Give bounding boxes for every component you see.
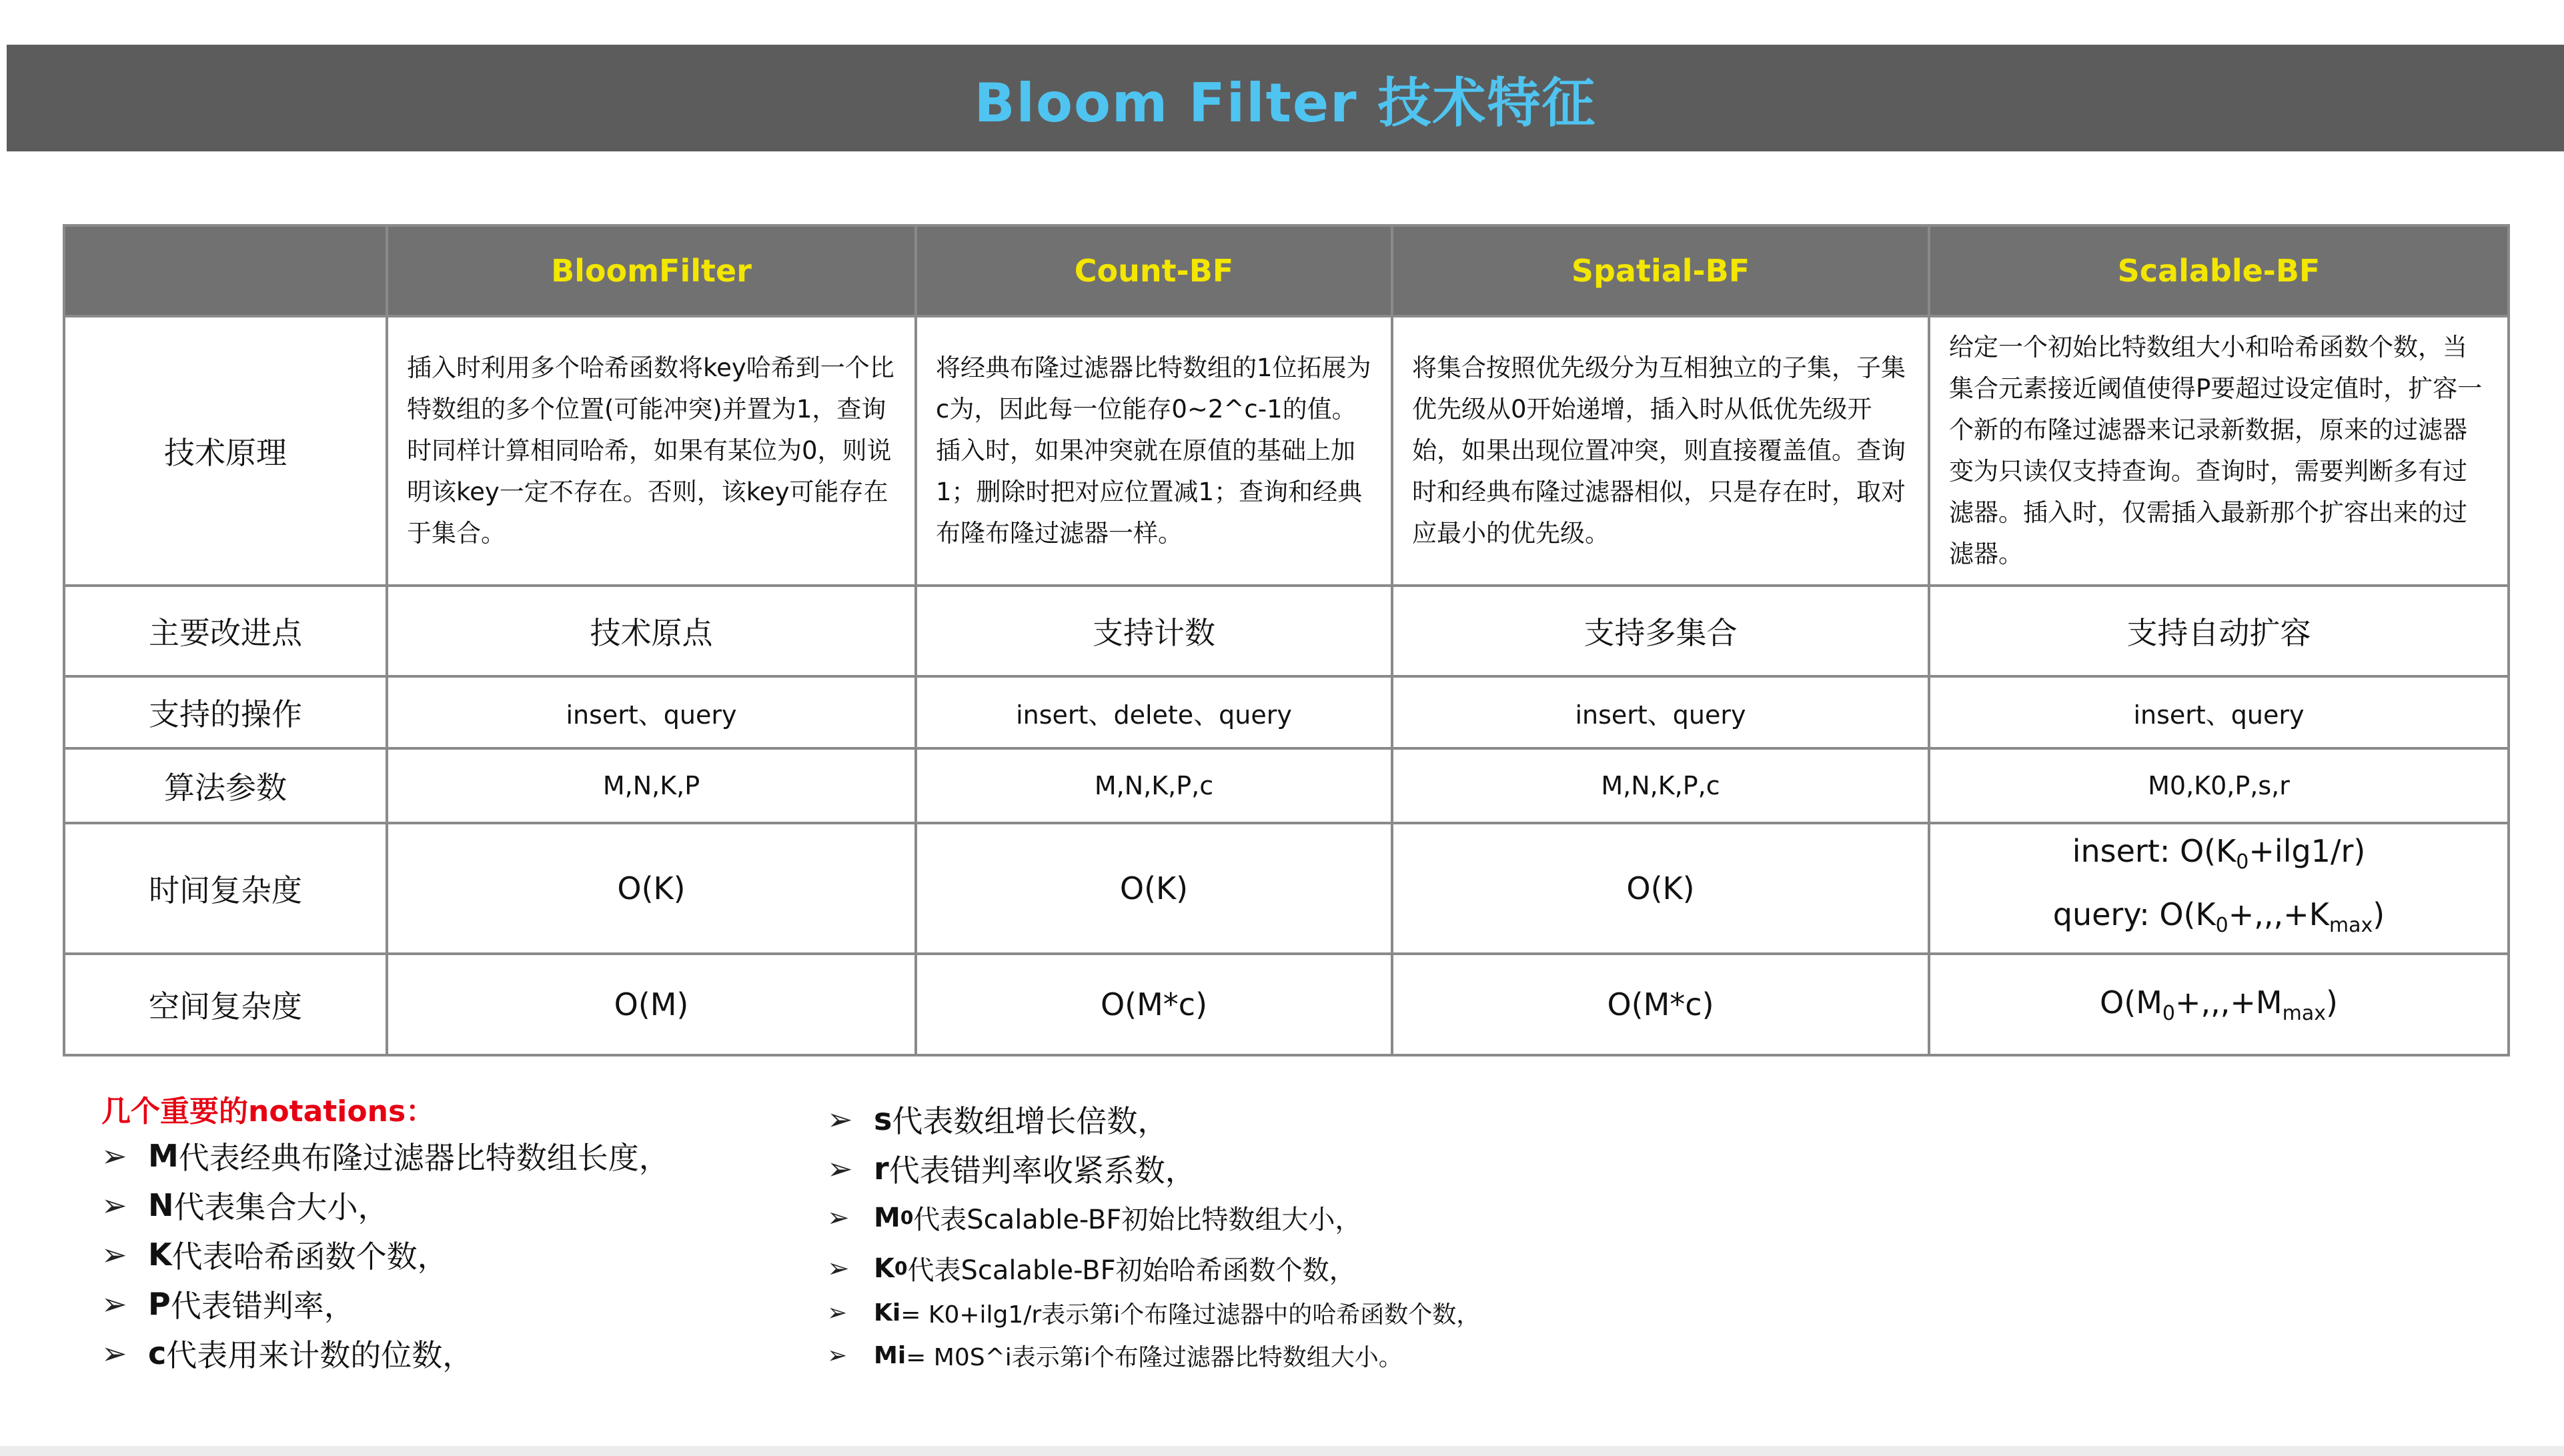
list-item: ➢ r 代表错判率收紧系数，: [827, 1151, 1196, 1189]
arrow-bullet-icon: ➢: [101, 1286, 127, 1322]
list-item: ➢ s 代表数组增长倍数，: [827, 1101, 1169, 1139]
list-item: ➢ c 代表用来计数的位数，: [101, 1335, 474, 1373]
cell-time-scalable-bf: [1929, 823, 2509, 954]
cell-principle-scalable-bf: 给定一个初始比特数组大小和哈希函数个数，当集合元素接近阈值使得P要超过设定值时，扩容一个新的布隆过滤器来记录新数据，原来的过滤器变为只读仅支持查询。查询时，需要判断多有过滤器。插入时，仅需插入最新那个扩容出来的过滤器。: [1929, 316, 2509, 586]
column-header-spatial-bf: Spatial-BF: [1392, 225, 1929, 316]
cell-space-spatial-bf: O(M*c): [1392, 954, 1929, 1055]
list-item: ➢ M 代表经典布隆过滤器比特数组长度，: [101, 1138, 670, 1176]
table-header-row: [64, 225, 2509, 316]
row-label-improvement: 主要改进点: [64, 586, 387, 676]
row-label-operations: 支持的操作: [64, 676, 387, 748]
cell-params-spatial-bf: M,N,K,P,c: [1392, 748, 1929, 823]
list-item: ➢ Ki = K0+ilg1/r表示第i个布隆过滤器中的哈希函数个数，: [827, 1299, 1481, 1329]
arrow-bullet-icon: ➢: [827, 1202, 850, 1233]
list-item: ➢ Mi = M0S^i表示第i个布隆过滤器比特数组大小。: [827, 1342, 1403, 1371]
cell-time-count-bf: O(K): [916, 823, 1392, 954]
row-label-space: 空间复杂度: [64, 954, 387, 1055]
arrow-bullet-icon: ➢: [827, 1101, 853, 1137]
arrow-bullet-icon: ➢: [101, 1187, 127, 1223]
column-header-bloomfilter: BloomFilter: [387, 225, 916, 316]
table-row-operations: [64, 676, 2509, 748]
arrow-bullet-icon: ➢: [101, 1335, 127, 1371]
list-item: ➢ P 代表错判率，: [101, 1286, 355, 1324]
cell-params-bloomfilter: M,N,K,P: [387, 748, 916, 823]
table-corner-cell: [64, 225, 387, 316]
time-query-formula: query: $O(K_0+,,,+K_{max})$: [2052, 896, 2385, 938]
table-row-improvement: [64, 586, 2509, 676]
arrow-bullet-icon: ➢: [827, 1342, 848, 1369]
arrow-bullet-icon: ➢: [827, 1299, 848, 1327]
cell-space-count-bf: O(M*c): [916, 954, 1392, 1055]
cell-principle-spatial-bf: 将集合按照优先级分为互相独立的子集，子集优先级从0开始递增，插入时从低优先级开始，如果出现位置冲突，则直接覆盖值。查询时和经典布隆过滤器相似，只是存在时，取对应最小的优先级。: [1392, 316, 1929, 586]
cell-principle-count-bf: 将经典布隆过滤器比特数组的1位拓展为c为，因此每一位能存0~2^c-1的值。插入时，如果冲突就在原值的基础上加1；删除时把对应位置减1；查询和经典布隆布隆过滤器一样。: [916, 316, 1392, 586]
time-insert-formula: insert: $O(K_0+ilg1/r)$: [2072, 833, 2366, 874]
list-item: ➢ K 0 代表Scalable-BF初始哈希函数个数，: [827, 1253, 1356, 1286]
cell-operations-bloomfilter: insert、query: [387, 676, 916, 748]
cell-principle-bloomfilter: 插入时利用多个哈希函数将key哈希到一个比特数组的多个位置(可能冲突)并置为1，查询时同样计算相同哈希，如果有某位为0，则说明该key一定不存在。否则，该key可能存在于集合。: [387, 316, 916, 586]
row-label-principle: 技术原理: [64, 316, 387, 586]
row-label-time: 时间复杂度: [64, 823, 387, 954]
cell-operations-count-bf: insert、delete、query: [916, 676, 1392, 748]
cell-params-scalable-bf: M0,K0,P,s,r: [1929, 748, 2509, 823]
cell-space-scalable-bf: $O(M_0+,,,+M_{max})$: [1929, 954, 2509, 1055]
cell-operations-spatial-bf: insert、query: [1392, 676, 1929, 748]
list-item: ➢ M 0 代表Scalable-BF初始比特数组大小，: [827, 1202, 1362, 1235]
comparison-table: [63, 224, 2510, 1056]
arrow-bullet-icon: ➢: [101, 1138, 127, 1174]
cell-improvement-scalable-bf: 支持自动扩容: [1929, 586, 2509, 676]
arrow-bullet-icon: ➢: [827, 1253, 850, 1284]
cell-operations-scalable-bf: insert、query: [1929, 676, 2509, 748]
arrow-bullet-icon: ➢: [827, 1151, 853, 1187]
row-label-params: 算法参数: [64, 748, 387, 823]
arrow-bullet-icon: ➢: [101, 1237, 127, 1273]
cell-params-count-bf: M,N,K,P,c: [916, 748, 1392, 823]
table-row-principle: [64, 316, 2509, 586]
cell-improvement-spatial-bf: 支持多集合: [1392, 586, 1929, 676]
table-row-params: [64, 748, 2509, 823]
cell-time-bloomfilter: O(K): [387, 823, 916, 954]
cell-improvement-count-bf: 支持计数: [916, 586, 1392, 676]
cell-improvement-bloomfilter: 技术原点: [387, 586, 916, 676]
list-item: ➢ K 代表哈希函数个数，: [101, 1237, 448, 1275]
table-row-time: [64, 823, 2509, 954]
title-bar: [7, 45, 2564, 151]
list-item: ➢ N 代表集合大小，: [101, 1187, 389, 1225]
column-header-scalable-bf: Scalable-BF: [1929, 225, 2509, 316]
table-row-space: [64, 954, 2509, 1055]
column-header-count-bf: Count-BF: [916, 225, 1392, 316]
cell-space-bloomfilter: O(M): [387, 954, 916, 1055]
page-title: Bloom Filter 技术特征: [974, 71, 1597, 134]
notations-heading: 几个重要的notations：: [101, 1095, 436, 1129]
cell-time-spatial-bf: O(K): [1392, 823, 1929, 954]
